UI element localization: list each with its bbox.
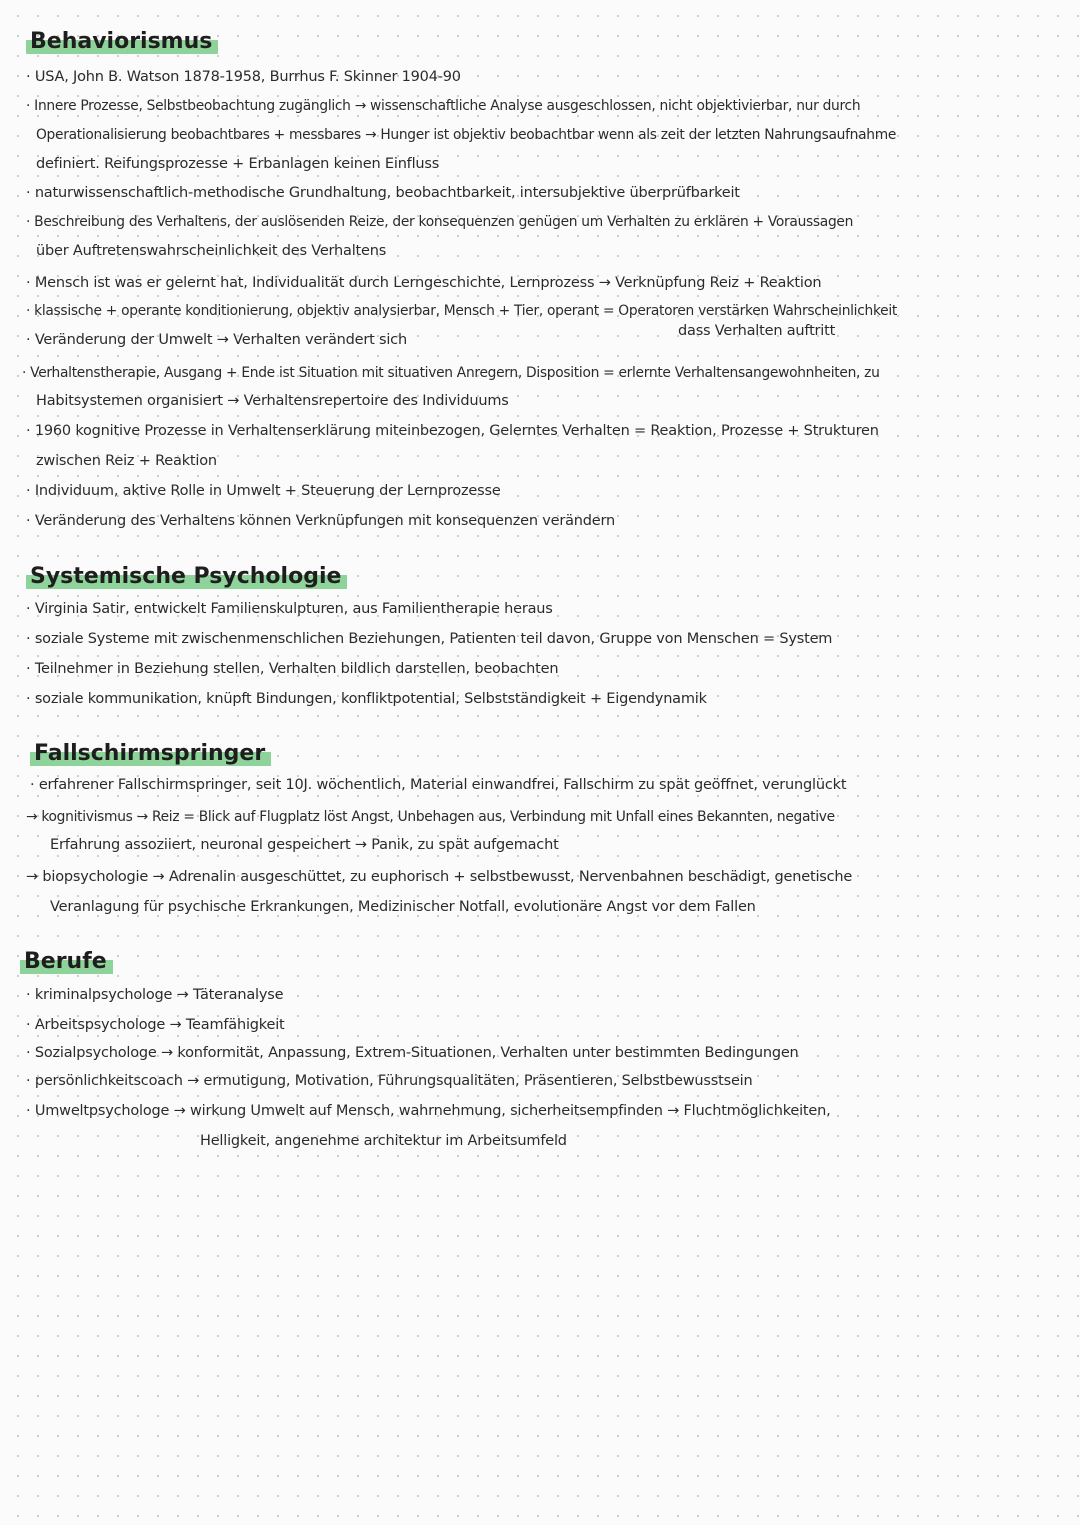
note-line: Erfahrung assoziiert, neuronal gespeichert → Panik, zu spät aufgemacht	[50, 837, 559, 853]
heading-systemische-psychologie: Systemische Psychologie	[26, 563, 347, 591]
note-line: zwischen Reiz + Reaktion	[36, 453, 217, 469]
note-line: · Virginia Satir, entwickelt Familienskulpturen, aus Familientherapie heraus	[26, 601, 553, 617]
note-line: · kriminalpsychologe → Täteranalyse	[26, 987, 284, 1003]
note-line: → kognitivismus → Reiz = Blick auf Flugplatz löst Angst, Unbehagen aus, Verbindung mit Unfall eines Bekannten, negative	[26, 809, 835, 825]
heading-berufe: Berufe	[20, 948, 113, 976]
note-line: · klassische + operante konditionierung, objektiv analysierbar, Mensch + Tier, operant = Operatoren verstärken Wahrscheinlichkeit	[26, 303, 897, 319]
note-line: · Mensch ist was er gelernt hat, Individualität durch Lerngeschichte, Lernprozess → Verknüpfung Reiz + Reaktion	[26, 275, 822, 291]
note-line: · soziale Systeme mit zwischenmenschlichen Beziehungen, Patienten teil davon, Gruppe von Menschen = System	[26, 631, 833, 647]
note-line: Helligkeit, angenehme architektur im Arbeitsumfeld	[200, 1133, 567, 1149]
note-line: · Umweltpsychologe → wirkung Umwelt auf Mensch, wahrnehmung, sicherheitsempfinden → Fluchtmöglichkeiten,	[26, 1103, 831, 1119]
note-line: definiert. Reifungsprozesse + Erbanlagen keinen Einfluss	[36, 156, 440, 172]
note-line: · Individuum, aktive Rolle in Umwelt + Steuerung der Lernprozesse	[26, 483, 501, 499]
heading-fallschirmspringer: Fallschirmspringer	[30, 740, 271, 768]
note-line: · Veränderung der Umwelt → Verhalten verändert sich	[26, 332, 407, 348]
note-line: · erfahrener Fallschirmspringer, seit 10J. wöchentlich, Material einwandfrei, Fallschirm zu spät geöffnet, verunglückt	[30, 777, 847, 793]
note-line: · persönlichkeitscoach → ermutigung, Motivation, Führungsqualitäten, Präsentieren, Selbstbewusstsein	[26, 1073, 753, 1089]
note-line: · soziale kommunikation, knüpft Bindungen, konfliktpotential, Selbstständigkeit + Eigendynamik	[26, 691, 707, 707]
note-line: · USA, John B. Watson 1878-1958, Burrhus F. Skinner 1904-90	[26, 69, 461, 85]
note-line: · Teilnehmer in Beziehung stellen, Verhalten bildlich darstellen, beobachten	[26, 661, 559, 677]
note-line: · Arbeitspsychologe → Teamfähigkeit	[26, 1017, 285, 1033]
note-line: · Innere Prozesse, Selbstbeobachtung zugänglich → wissenschaftliche Analyse ausgeschlossen, nicht objektivierbar, nur durch	[26, 98, 861, 114]
heading-behaviorismus: Behaviorismus	[26, 28, 218, 56]
note-line: Habitsystemen organisiert → Verhaltensrepertoire des Individuums	[36, 393, 509, 409]
note-line: über Auftretenswahrscheinlichkeit des Verhaltens	[36, 243, 387, 259]
note-line: · 1960 kognitive Prozesse in Verhaltenserklärung miteinbezogen, Gelerntes Verhalten = Reaktion, Prozesse + Strukturen	[26, 423, 879, 439]
note-line: · Veränderung des Verhaltens können Verknüpfungen mit konsequenzen verändern	[26, 513, 615, 529]
note-line: · naturwissenschaftlich-methodische Grundhaltung, beobachtbarkeit, intersubjektive überprüfbarkeit	[26, 185, 740, 201]
note-line: · Beschreibung des Verhaltens, der auslösenden Reize, der konsequenzen genügen um Verhalten zu erklären + Voraussagen	[26, 214, 854, 230]
note-line: dass Verhalten auftritt	[678, 323, 836, 339]
note-line: → biopsychologie → Adrenalin ausgeschüttet, zu euphorisch + selbstbewusst, Nervenbahnen beschädigt, genetische	[26, 869, 853, 885]
note-line: Operationalisierung beobachtbares + messbares → Hunger ist objektiv beobachtbar wenn als zeit der letzten Nahrungsaufnahme	[36, 127, 897, 143]
note-line: · Verhaltenstherapie, Ausgang + Ende ist Situation mit situativen Anregern, Disposition = erlernte Verhaltensangewohnheiten, zu	[22, 365, 880, 381]
note-line: Veranlagung für psychische Erkrankungen, Medizinischer Notfall, evolutionäre Angst vor dem Fallen	[50, 899, 756, 915]
note-line: · Sozialpsychologe → konformität, Anpassung, Extrem-Situationen, Verhalten unter bestimmten Bedingungen	[26, 1045, 799, 1061]
